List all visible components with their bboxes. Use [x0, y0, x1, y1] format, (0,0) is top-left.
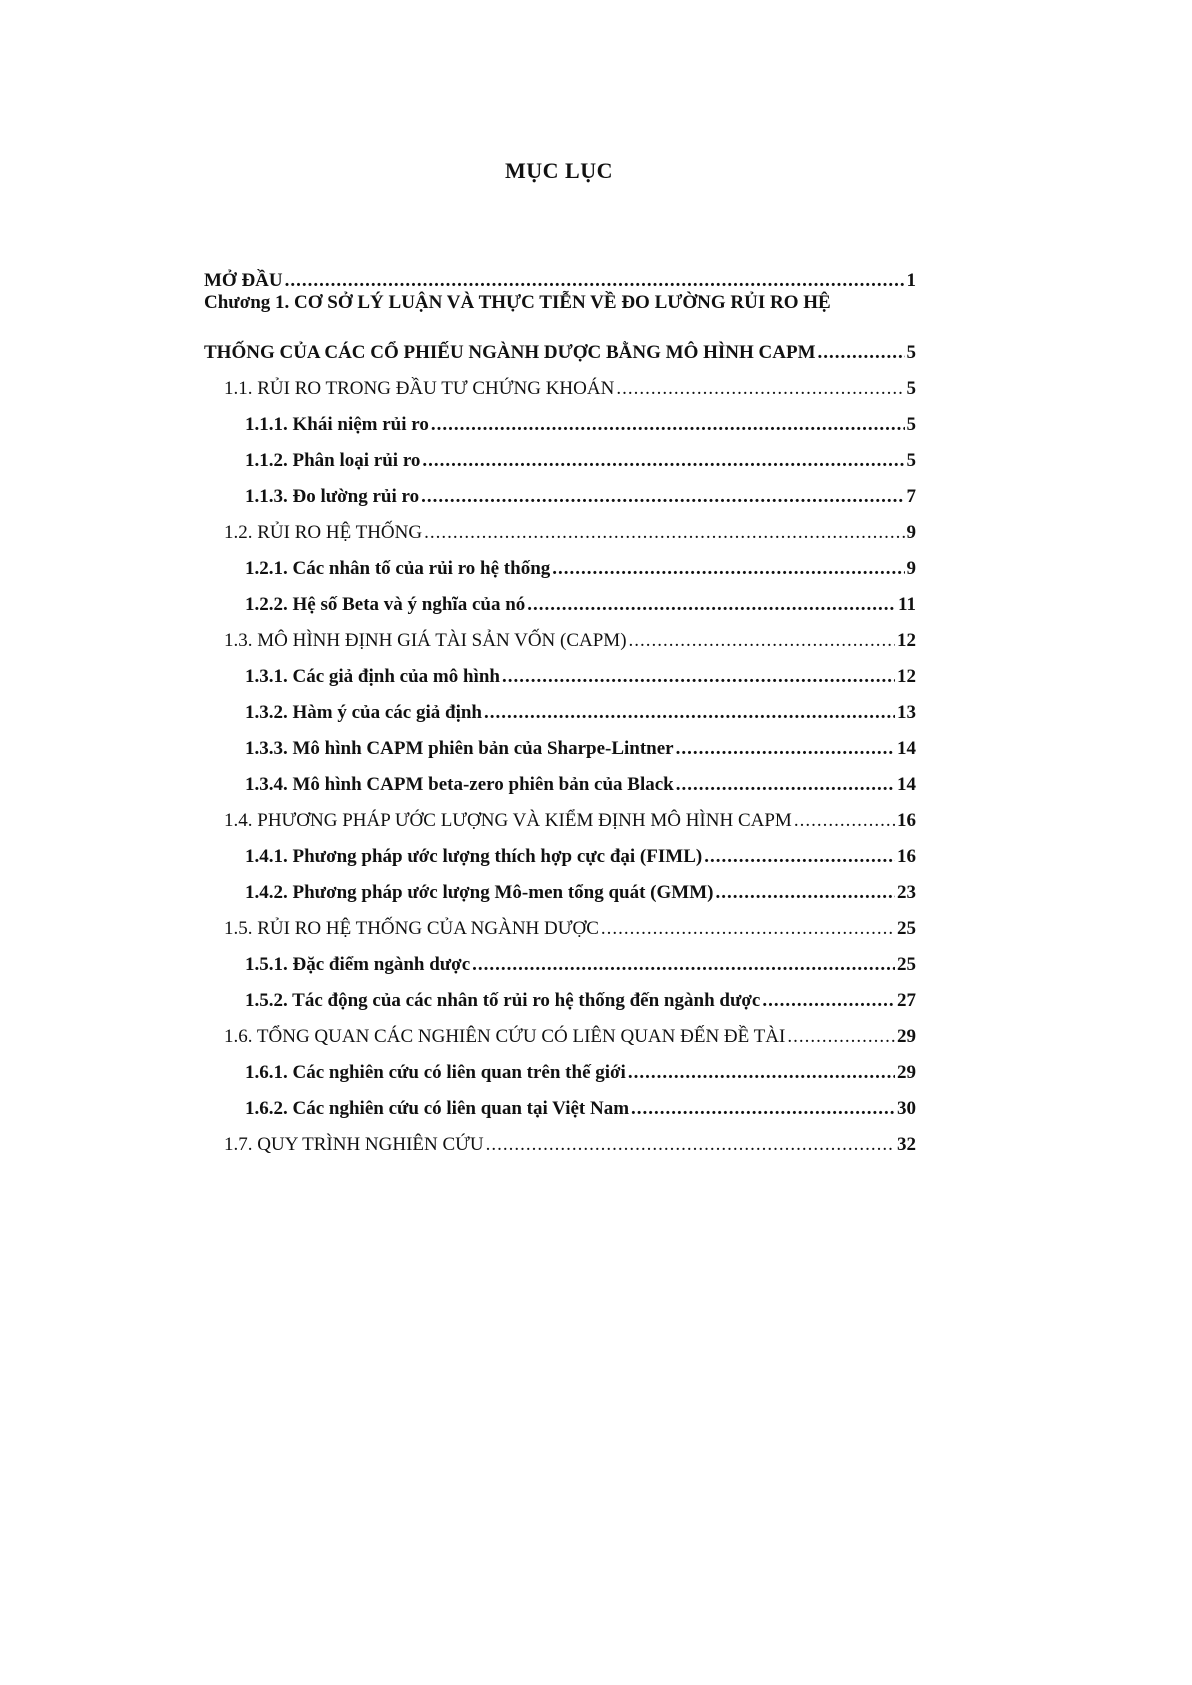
- toc-entry[interactable]: [204, 652, 916, 688]
- toc-page-number: 7: [906, 486, 916, 507]
- toc-entry-text: 1.6.2. Các nghiên cứu có liên quan tại Việt Nam: [245, 1098, 630, 1119]
- toc-leader-dots: [285, 270, 905, 292]
- toc-leader-dots: [421, 486, 904, 508]
- toc-entry-text: 1.4.1. Phương pháp ước lượng thích hợp cực đại (FIML): [245, 846, 703, 867]
- toc-page-number: 29: [897, 1062, 916, 1083]
- toc-entry[interactable]: [204, 1012, 916, 1048]
- toc-leader-dots: [422, 450, 904, 472]
- toc-entry[interactable]: [204, 436, 916, 472]
- toc-entry[interactable]: [204, 760, 916, 796]
- toc-entry[interactable]: [204, 904, 916, 940]
- toc-leader-dots: [601, 918, 895, 940]
- toc-page-number: 5: [906, 450, 916, 471]
- toc-leader-dots: [631, 1098, 895, 1120]
- toc-entry-text: MỞ ĐẦU: [204, 270, 283, 291]
- toc-entry[interactable]: [204, 328, 916, 364]
- toc-leader-dots: [629, 630, 895, 652]
- toc-chapter-heading: [204, 292, 916, 328]
- toc-entry[interactable]: [204, 472, 916, 508]
- toc-entry-text: 1.6.1. Các nghiên cứu có liên quan trên thế giới: [245, 1062, 626, 1083]
- toc-page-number: 12: [897, 630, 916, 651]
- toc-entry[interactable]: [204, 508, 916, 544]
- toc-entry[interactable]: [204, 1084, 916, 1120]
- toc-entry-text: 1.4. PHƯƠNG PHÁP ƯỚC LƯỢNG VÀ KIỂM ĐỊNH MÔ HÌNH CAPM: [224, 810, 792, 831]
- toc-entry-text: 1.2.1. Các nhân tố của rủi ro hệ thống: [245, 558, 551, 579]
- toc-entry[interactable]: [204, 688, 916, 724]
- toc-page-number: 9: [906, 558, 916, 579]
- toc-page-number: 16: [897, 846, 916, 867]
- toc-leader-dots: [762, 990, 895, 1012]
- toc-entry-text: 1.2.2. Hệ số Beta và ý nghĩa của nó: [245, 594, 526, 615]
- toc-leader-dots: [472, 954, 895, 976]
- toc-leader-dots: [616, 378, 904, 400]
- toc-entry-text: 1.1.3. Đo lường rủi ro: [245, 486, 420, 507]
- toc-entry-text: 1.3.3. Mô hình CAPM phiên bản của Sharpe-Lintner: [245, 738, 674, 759]
- toc-leader-dots: [704, 846, 895, 868]
- toc-entry[interactable]: [204, 796, 916, 832]
- toc-page-number: 29: [897, 1026, 916, 1047]
- toc-entry-text: 1.5.2. Tác động của các nhân tố rủi ro hệ thống đến ngành dược: [245, 990, 761, 1011]
- toc-page-number: 14: [897, 738, 916, 759]
- toc-entry[interactable]: [204, 1048, 916, 1084]
- toc-leader-dots: [676, 774, 895, 796]
- toc-leader-dots: [552, 558, 904, 580]
- toc-page-number: 32: [897, 1134, 916, 1155]
- toc-entry-text: 1.2. RỦI RO HỆ THỐNG: [224, 522, 423, 543]
- toc-page-number: 1: [906, 270, 916, 291]
- toc-entry[interactable]: [204, 940, 916, 976]
- toc-page-number: 23: [897, 882, 916, 903]
- toc-entry-text: Chương 1. CƠ SỞ LÝ LUẬN VÀ THỰC TIỄN VỀ ĐO LƯỜNG RỦI RO HỆ: [204, 292, 831, 313]
- toc-entry[interactable]: [204, 616, 916, 652]
- toc-page-number: 25: [897, 954, 916, 975]
- toc-leader-dots: [818, 342, 905, 364]
- toc-page-number: 5: [906, 342, 916, 363]
- toc-leader-dots: [715, 882, 895, 904]
- toc-leader-dots: [527, 594, 896, 616]
- toc-entry[interactable]: [204, 580, 916, 616]
- toc-page-number: 27: [897, 990, 916, 1011]
- toc-entry-text: 1.4.2. Phương pháp ước lượng Mô-men tổng quát (GMM): [245, 882, 714, 903]
- page-title: MỤC LỤC: [505, 158, 613, 183]
- toc-entry-text: 1.3.2. Hàm ý của các giả định: [245, 702, 482, 723]
- toc-entry-text: 1.5.1. Đặc điểm ngành dược: [245, 954, 471, 975]
- toc-page-number: 13: [897, 702, 916, 723]
- toc-leader-dots: [502, 666, 895, 688]
- toc-entry[interactable]: [204, 1120, 916, 1156]
- toc-leader-dots: [424, 522, 904, 544]
- toc-entry[interactable]: [204, 400, 916, 436]
- toc-entry[interactable]: [204, 724, 916, 760]
- toc-entry-text: 1.6. TỔNG QUAN CÁC NGHIÊN CỨU CÓ LIÊN QUAN ĐẾN ĐỀ TÀI: [224, 1026, 786, 1047]
- toc-page-number: 16: [897, 810, 916, 831]
- toc-page-number: 9: [906, 522, 916, 543]
- toc-entry-text: 1.3.4. Mô hình CAPM beta-zero phiên bản của Black: [245, 774, 674, 795]
- toc-leader-dots: [486, 1134, 895, 1156]
- toc-entry[interactable]: [204, 832, 916, 868]
- toc-page-number: 30: [897, 1098, 916, 1119]
- toc-page-number: 25: [897, 918, 916, 939]
- table-of-contents: [204, 256, 916, 1156]
- toc-entry-text: 1.1.1. Khái niệm rủi ro: [245, 414, 429, 435]
- toc-leader-dots: [628, 1062, 895, 1084]
- toc-entry-text: 1.1.2. Phân loại rủi ro: [245, 450, 421, 471]
- toc-entry[interactable]: [204, 256, 916, 292]
- toc-entry-text: 1.3. MÔ HÌNH ĐỊNH GIÁ TÀI SẢN VỐN (CAPM): [224, 630, 627, 651]
- toc-leader-dots: [794, 810, 895, 832]
- toc-leader-dots: [676, 738, 895, 760]
- toc-leader-dots: [431, 414, 905, 436]
- toc-entry-text: 1.3.1. Các giả định của mô hình: [245, 666, 500, 687]
- toc-entry[interactable]: [204, 364, 916, 400]
- toc-page-number: 14: [897, 774, 916, 795]
- toc-entry-text: 1.7. QUY TRÌNH NGHIÊN CỨU: [224, 1134, 484, 1155]
- toc-entry-text: 1.1. RỦI RO TRONG ĐẦU TƯ CHỨNG KHOÁN: [224, 378, 615, 399]
- toc-page-number: 5: [906, 414, 916, 435]
- toc-leader-dots: [484, 702, 895, 724]
- toc-leader-dots: [787, 1026, 895, 1048]
- toc-page-number: 12: [897, 666, 916, 687]
- toc-entry-text: 1.5. RỦI RO HỆ THỐNG CỦA NGÀNH DƯỢC: [224, 918, 599, 939]
- toc-page-number: 11: [898, 594, 916, 615]
- toc-entry[interactable]: [204, 868, 916, 904]
- toc-page-number: 5: [906, 378, 916, 399]
- toc-entry-text: THỐNG CỦA CÁC CỔ PHIẾU NGÀNH DƯỢC BẰNG MÔ HÌNH CAPM: [204, 342, 816, 363]
- toc-entry[interactable]: [204, 544, 916, 580]
- toc-entry[interactable]: [204, 976, 916, 1012]
